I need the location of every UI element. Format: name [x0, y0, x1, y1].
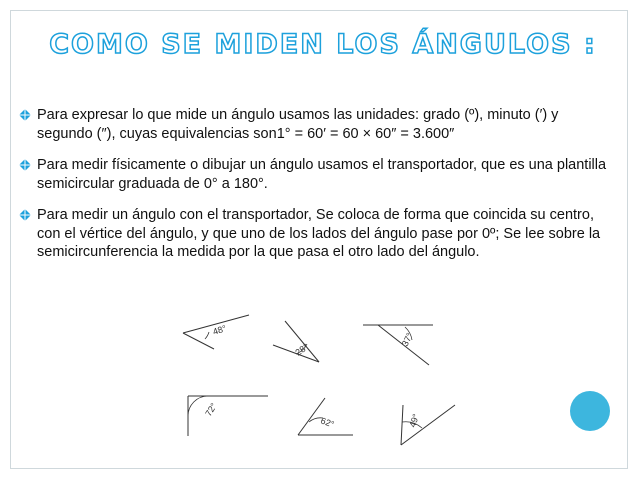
bullet-text: Para expresar lo que mide un ángulo usamos las unidades: grado (º), minuto (′) y segundo (″), cuyas equivalencias son1° = 60′ = 60 × 60″ = 3.600″: [37, 107, 559, 142]
frame-right-border: [627, 10, 628, 469]
frame-top-border: [10, 10, 628, 11]
angle-example: [363, 325, 433, 365]
angle-label: 49°: [407, 412, 422, 429]
angle-example: [273, 321, 319, 362]
diamond-bullet-icon: [18, 158, 32, 172]
bullet-item: [18, 206, 618, 262]
angle-examples-figure: [165, 310, 465, 460]
angle-example: [298, 398, 353, 435]
angle-label: 72°: [203, 401, 219, 419]
angle-example: [188, 396, 268, 436]
angle-example: [183, 315, 249, 349]
bullet-list: [18, 106, 618, 275]
bullet-item: [18, 106, 618, 143]
angle-label: 37°: [399, 331, 415, 348]
angle-label: 28°: [293, 341, 311, 358]
diamond-bullet-icon: [18, 108, 32, 122]
bullet-text: Para medir físicamente o dibujar un ángulo usamos el transportador, que es una plantilla semicircular graduada de 0° a 180°.: [37, 157, 607, 192]
angle-label: 48°: [211, 323, 228, 337]
bullet-text: Para medir un ángulo con el transportador, Se coloca de forma que coincida su centro, con el vértice del ángulo, y que uno de los lados del ángulo pase por 0º; Se lee sobre la semicircunferencia la medida por la que pasa el otro lado del ángulo.: [37, 207, 601, 260]
bullet-item: [18, 156, 618, 193]
angle-example: [401, 405, 455, 445]
frame-left-border: [10, 10, 11, 469]
frame-bottom-border: [10, 468, 628, 469]
slide-title: COMO SE MIDEN LOS ÁNGULOS :: [49, 29, 597, 60]
diamond-bullet-icon: [18, 208, 32, 222]
angle-label: 62°: [319, 415, 336, 430]
decorative-circle: [570, 391, 610, 431]
